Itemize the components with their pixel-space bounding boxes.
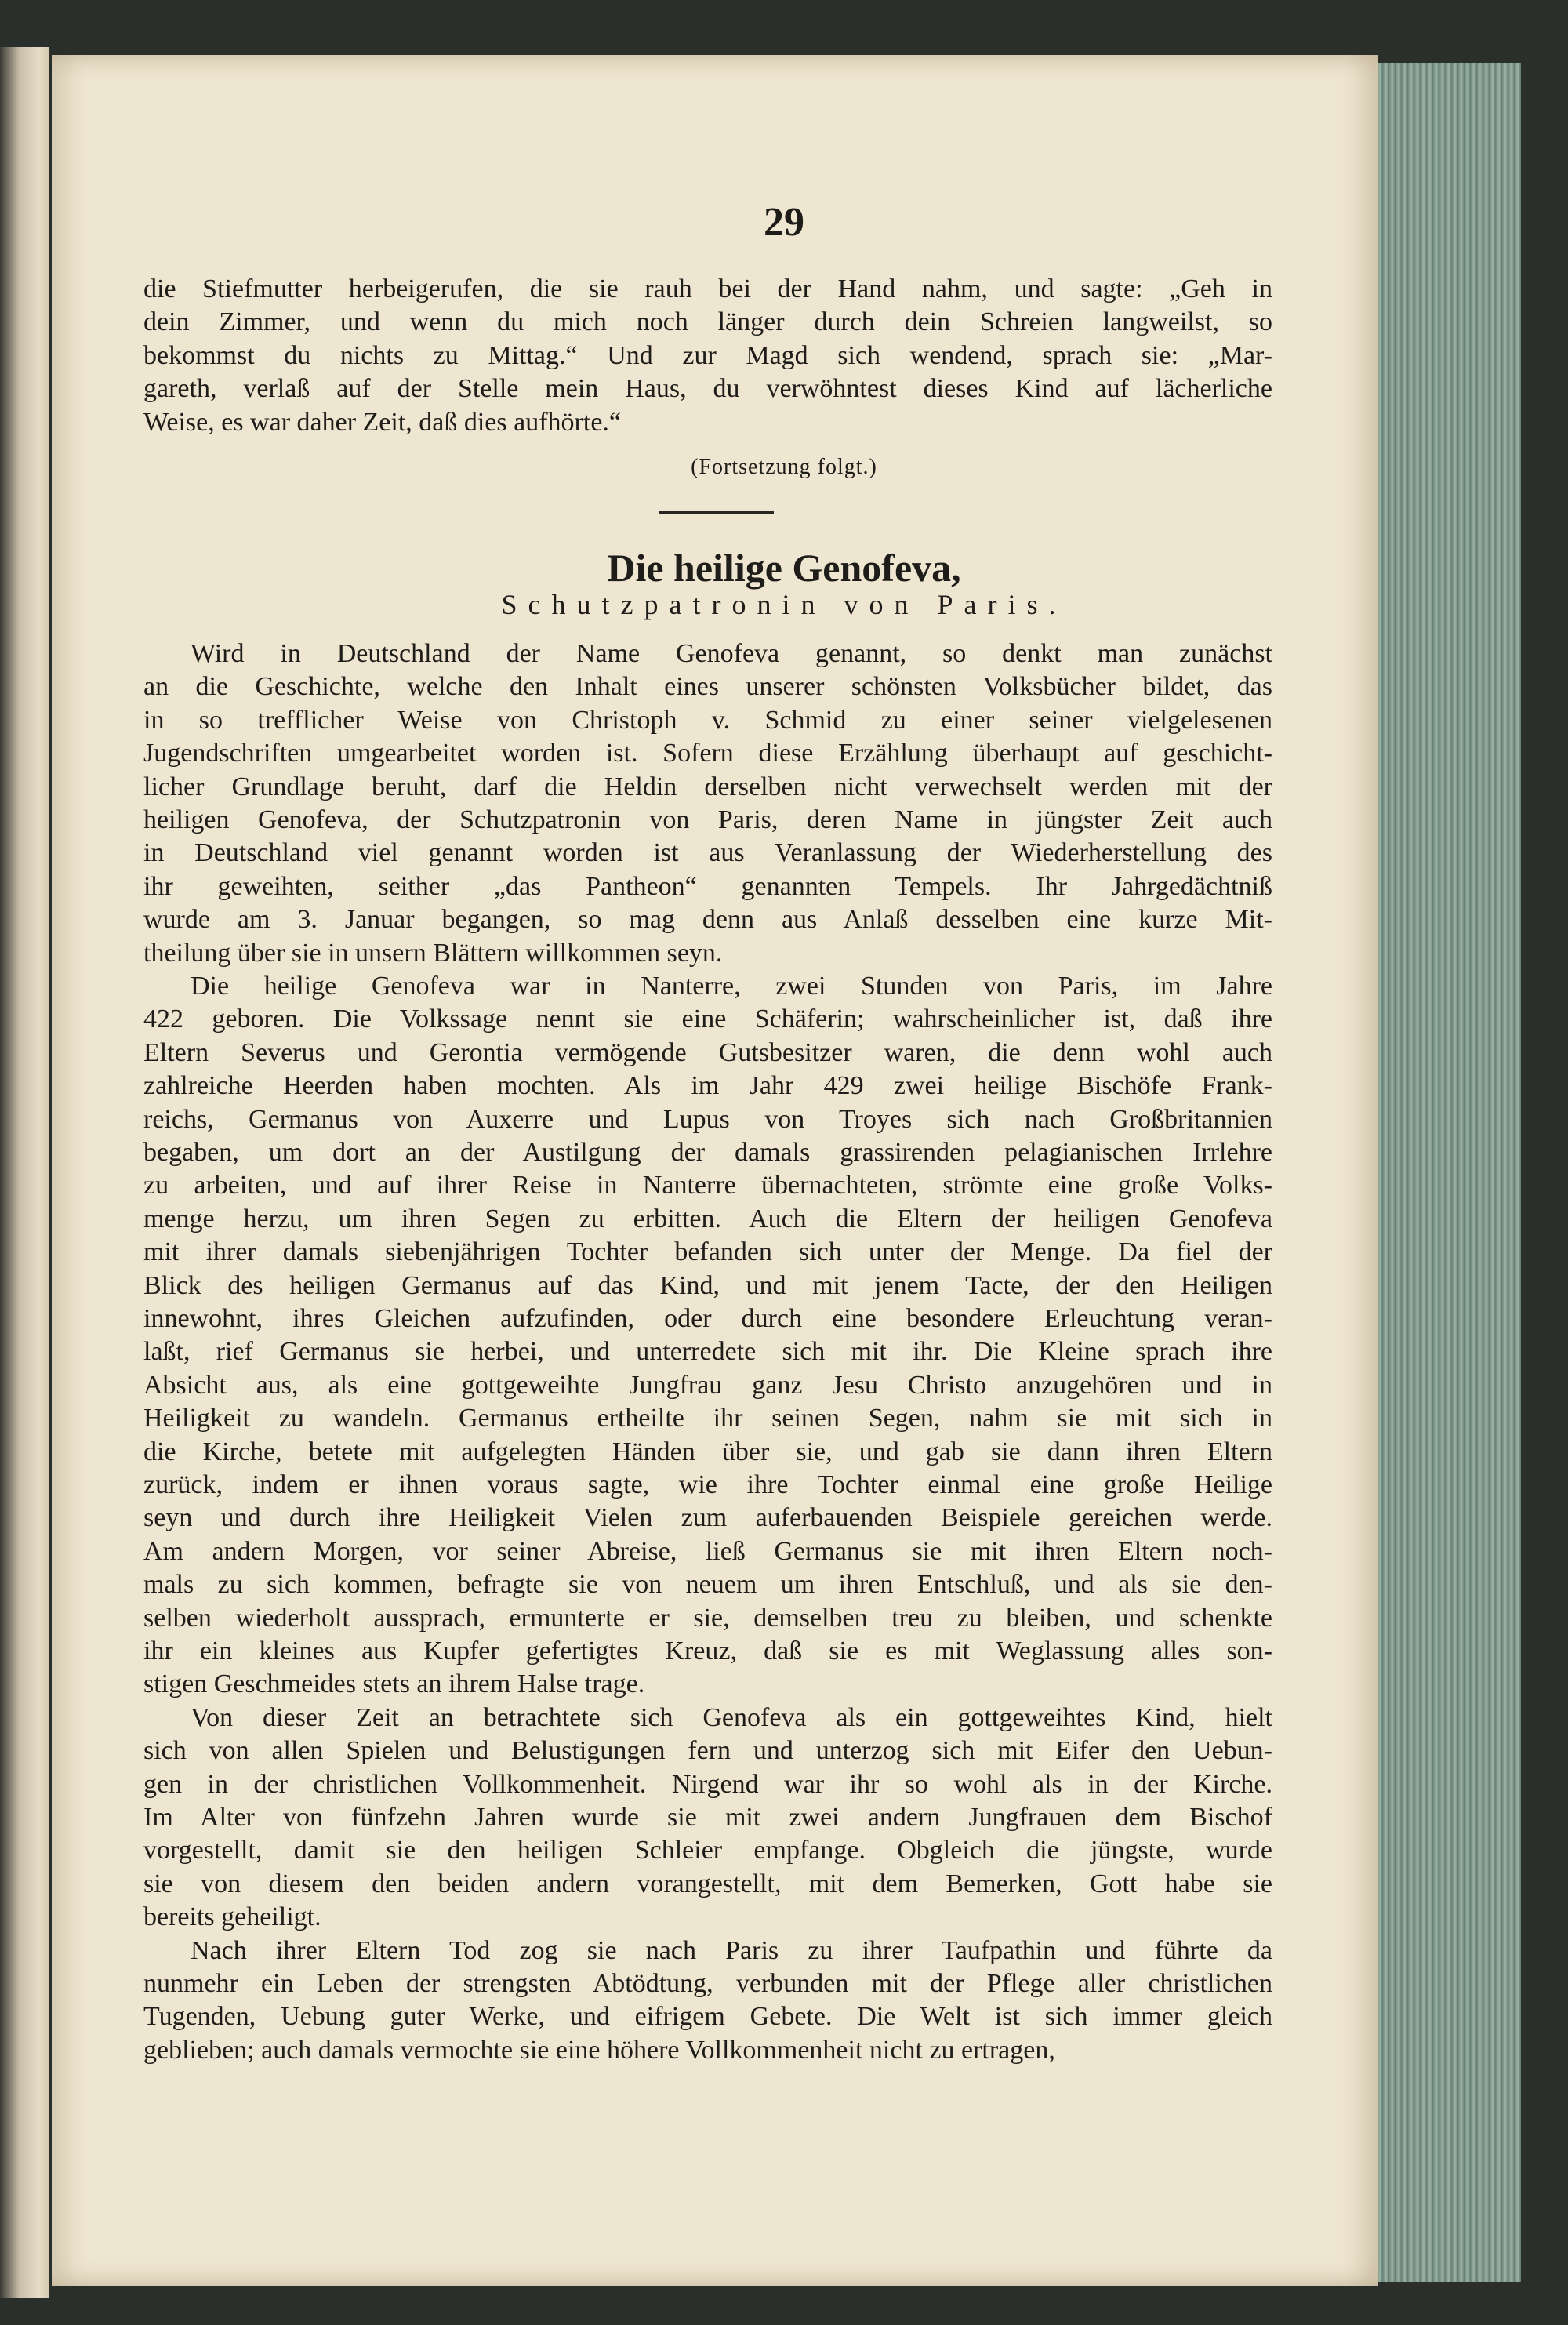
adjacent-page-edge [0,47,49,2298]
text-line: Nach ihrer Eltern Tod zog sie nach Paris zu ihrer Taufpathin und führte da [191,1935,1272,1965]
text-line: seyn und durch ihre Heiligkeit Vielen zum auferbauenden Beispiele gereichen werde. [143,1503,1272,1533]
text-line: gareth, verlaß auf der Stelle mein Haus, du verwöhntest dieses Kind auf lächerliche [143,374,1272,404]
text-line: Blick des heiligen Germanus auf das Kind, und mit jenem Tacte, der den Heiligen [143,1270,1272,1300]
text-line: laßt, rief Germanus sie herbei, und unterredete sich mit ihr. Die Kleine sprach ihre [143,1337,1272,1367]
text-line: theilung über sie in unsern Blättern willkommen seyn. [143,938,723,968]
text-line: bekommst du nichts zu Mittag.“ Und zur Magd sich wendend, sprach sie: „Mar- [143,340,1272,370]
text-line: 422 geboren. Die Volkssage nennt sie eine Schäferin; wahrscheinlicher ist, daß ihre [143,1004,1272,1034]
text-line: dein Zimmer, und wenn du mich noch länger durch dein Schreien langweilst, so [143,307,1272,337]
text-line: die Stiefmutter herbeigerufen, die sie rauh bei der Hand nahm, und sagte: „Geh in [143,274,1272,303]
text-line: gen in der christlichen Vollkommenheit. Nirgend war ihr so wohl als in der Kirche. [143,1769,1272,1799]
page-number: 29 [764,200,804,245]
text-line: in Deutschland viel genannt worden ist aus Veranlassung der Wiederherstellung des [143,838,1272,868]
text-line: sich von allen Spielen und Belustigungen fern und unterzog sich mit Eifer den Uebun- [143,1736,1272,1766]
text-line: Wird in Deutschland der Name Genofeva genannt, so denkt man zunächst [191,639,1272,668]
text-line: Jugendschriften umgearbeitet worden ist. Sofern diese Erzählung überhaupt auf geschicht- [143,739,1272,768]
text-line: Heiligkeit zu wandeln. Germanus ertheilte ihr seinen Segen, nahm sie mit sich in [143,1404,1272,1433]
text-line: reichs, Germanus von Auxerre und Lupus von Troyes sich nach Großbritannien [143,1104,1272,1134]
text-line: Weise, es war daher Zeit, daß dies aufhörte.“ [143,407,621,437]
text-line: zu arbeiten, und auf ihrer Reise in Nanterre übernachteten, strömte eine große Volks- [143,1171,1272,1201]
text-line: begaben, um dort an der Austilgung der damals grassirenden pelagianischen Irrlehre [143,1138,1272,1167]
text-line: Am andern Morgen, vor seiner Abreise, ließ Germanus sie mit ihren Eltern noch- [143,1536,1272,1566]
text-line: die Kirche, betete mit aufgelegten Händen über sie, und gab sie dann ihren Eltern [143,1437,1272,1466]
text-line: Von dieser Zeit an betrachtete sich Genofeva als ein gottgeweihtes Kind, hielt [191,1702,1272,1732]
text-line: Im Alter von fünfzehn Jahren wurde sie mit zwei andern Jungfrauen dem Bischof [143,1803,1272,1832]
text-line: ihr geweihten, seither „das Pantheon“ genannten Tempels. Ihr Jahrgedächtniß [143,871,1272,901]
text-line: wurde am 3. Januar begangen, so mag denn aus Anlaß desselben eine kurze Mit- [143,905,1272,935]
text-line: heiligen Genofeva, der Schutzpatronin von Paris, deren Name in jüngster Zeit auch [143,805,1272,834]
text-line: in so trefflicher Weise von Christoph v. Schmid zu einer seiner vielgelesenen [143,705,1272,735]
text-line: stigen Geschmeides stets an ihrem Halse trage. [143,1669,645,1699]
section-divider [659,511,774,514]
text-line: innewohnt, ihres Gleichen aufzufinden, oder durch eine besondere Erleuchtung veran- [143,1304,1272,1333]
text-line: vorgestellt, damit sie den heiligen Schleier empfange. Obgleich die jüngste, wurde [143,1836,1272,1865]
text-line: selben wiederholt aussprach, ermunterte er sie, demselben treu zu bleiben, und schenkte [143,1603,1272,1633]
continuation-note: (Fortsetzung folgt.) [691,455,877,479]
text-line: zurück, indem er ihnen voraus sagte, wie ihre Tochter einmal eine große Heilige [143,1470,1272,1499]
text-line: mit ihrer damals siebenjährigen Tochter befanden sich unter der Menge. Da fiel der [143,1237,1272,1267]
text-line: Eltern Severus und Gerontia vermögende Gutsbesitzer waren, die denn wohl auch [143,1037,1272,1067]
book-page-stack [1364,63,1521,2282]
text-line: menge herzu, um ihren Segen zu erbitten. Auch die Eltern der heiligen Genofeva [143,1204,1272,1233]
article-subtitle: Schutzpatronin von Paris. [501,589,1067,620]
text-line: nunmehr ein Leben der strengsten Abtödtung, verbunden mit der Pflege aller christlichen [143,1969,1272,1998]
text-line: an die Geschichte, welche den Inhalt eines unserer schönsten Volksbücher bildet, das [143,672,1272,702]
text-line: ihr ein kleines aus Kupfer gefertigtes Kreuz, daß sie es mit Weglassung alles son- [143,1637,1272,1666]
text-line: licher Grundlage beruht, darf die Heldin derselben nicht verwechselt werden mit der [143,772,1272,801]
text-line: bereits geheiligt. [143,1902,321,1932]
text-line: mals zu sich kommen, befragte sie von neuem um ihren Entschluß, und als sie den- [143,1570,1272,1600]
text-line: Tugenden, Uebung guter Werke, und eifrigem Gebete. Die Welt ist sich immer gleich [143,2002,1272,2032]
text-line: zahlreiche Heerden haben mochten. Als im Jahr 429 zwei heilige Bischöfe Frank- [143,1071,1272,1101]
text-line: geblieben; auch damals vermochte sie eine höhere Vollkommenheit nicht zu ertragen, [143,2035,1055,2065]
article-title: Die heilige Genofeva, [607,546,961,590]
text-line: Die heilige Genofeva war in Nanterre, zwei Stunden von Paris, im Jahre [191,972,1272,1001]
text-line: sie von diesem den beiden andern vorangestellt, mit dem Bemerken, Gott habe sie [143,1869,1272,1898]
text-line: Absicht aus, als eine gottgeweihte Jungfrau ganz Jesu Christo anzugehören und in [143,1370,1272,1400]
